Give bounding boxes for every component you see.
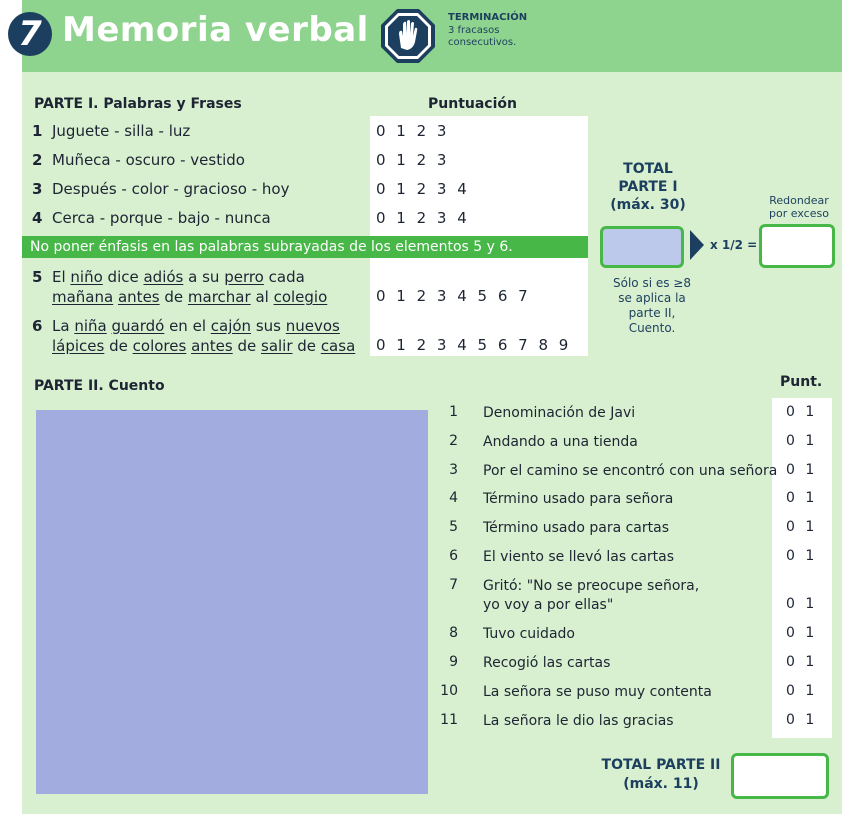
item-score-options[interactable]: 0 1 2 3 — [376, 122, 447, 140]
part1-item — [32, 180, 289, 198]
item-text: Juguete - silla - luz — [52, 122, 191, 140]
story-item-text: Gritó: "No se preocupe señora, yo voy a por ellas" — [483, 578, 700, 613]
item-score-options[interactable]: 0 1 2 3 4 — [376, 209, 467, 227]
sentence-line-2: mañana antes de marchar al colegio — [52, 288, 328, 306]
item-number: 1 — [32, 122, 43, 140]
rounded-score-field[interactable] — [759, 224, 835, 268]
story-item-text: El viento se llevó las cartas — [483, 549, 675, 565]
subtest-number-badge: 7 — [8, 12, 52, 56]
story-item-text: La señora se puso muy contenta — [483, 684, 712, 700]
total-part2-field[interactable] — [731, 753, 829, 799]
subtest-title: Memoria verbal — [62, 10, 369, 50]
story-item-text: Andando a una tienda — [483, 434, 638, 450]
part2-heading: PARTE II. Cuento — [34, 378, 165, 394]
part1-item — [32, 209, 271, 227]
sentence-line-2: lápices de colores antes de salir de casa — [52, 337, 356, 355]
item-text: Cerca - porque - bajo - nunca — [52, 209, 271, 227]
story-item-score[interactable]: 0 1 — [786, 712, 815, 728]
total-part1-field[interactable] — [600, 226, 684, 268]
story-item-number: 7 — [449, 577, 458, 593]
story-item-score[interactable]: 0 1 — [786, 404, 815, 420]
story-item-number: 5 — [449, 519, 458, 535]
arrow-right-icon — [690, 230, 704, 260]
termination-title: TERMINACIÓN — [448, 12, 528, 23]
total-part1-label: TOTAL PARTE I (máx. 30) — [610, 161, 686, 213]
story-item-number: 6 — [449, 548, 458, 564]
story-item-number: 4 — [449, 490, 458, 506]
part1-item — [32, 151, 245, 169]
instruction-banner: No poner énfasis en las palabras subrayadas de los elementos 5 y 6. — [22, 236, 588, 258]
sentence-line-1: El niño dice adiós a su perro cada — [52, 268, 305, 286]
story-item-score[interactable]: 0 1 — [786, 462, 815, 478]
sentence-line-1: La niña guardó en el cajón sus nuevos — [52, 317, 340, 335]
story-item-number: 11 — [440, 712, 458, 728]
item-score-options[interactable]: 0 1 2 3 4 — [376, 180, 467, 198]
story-item-number: 2 — [449, 433, 458, 449]
stop-hand-icon — [380, 8, 436, 64]
story-item-score[interactable]: 0 1 — [786, 519, 815, 535]
termination-text: 3 fracasos consecutivos. — [448, 25, 517, 48]
multiplier-label: x 1/2 = — [710, 238, 758, 252]
part1-score-heading: Puntuación — [428, 96, 517, 112]
item-text: Muñeca - oscuro - vestido — [52, 151, 245, 169]
part1-item-5 — [32, 267, 327, 307]
story-item-text: Por el camino se encontró con una señora — [483, 463, 778, 479]
total-part2-label: TOTAL PARTE II (máx. 11) — [601, 757, 721, 792]
item-score-options[interactable]: 0 1 2 3 4 5 6 7 8 9 — [376, 336, 569, 354]
story-item-text: Recogió las cartas — [483, 655, 611, 671]
story-item-number: 3 — [449, 462, 458, 478]
story-item-score[interactable]: 0 1 — [786, 683, 815, 699]
story-item-number: 9 — [449, 654, 458, 670]
story-item-text: Término usado para cartas — [483, 520, 670, 536]
condition-note: Sólo si es ≥8 se aplica la parte II, Cuento. — [613, 276, 691, 335]
story-item-score[interactable]: 0 1 — [786, 596, 815, 612]
item-number: 2 — [32, 151, 43, 169]
story-item-number: 1 — [449, 404, 458, 420]
story-item-text: Término usado para señora — [483, 491, 674, 507]
part1-item-6 — [32, 316, 355, 356]
story-item-text: La señora le dio las gracias — [483, 713, 674, 729]
part1-item — [32, 122, 190, 140]
story-illustration — [36, 410, 428, 794]
story-item-score[interactable]: 0 1 — [786, 625, 815, 641]
story-item-score[interactable]: 0 1 — [786, 654, 815, 670]
part2-score-heading: Punt. — [780, 374, 823, 390]
story-item-text: Tuvo cuidado — [483, 626, 575, 642]
item-score-options[interactable]: 0 1 2 3 — [376, 151, 447, 169]
story-item-score[interactable]: 0 1 — [786, 490, 815, 506]
item-number: 5 — [32, 268, 43, 286]
item-number: 3 — [32, 180, 43, 198]
story-item-score[interactable]: 0 1 — [786, 548, 815, 564]
item-score-options[interactable]: 0 1 2 3 4 5 6 7 — [376, 287, 528, 305]
part1-heading: PARTE I. Palabras y Frases — [34, 96, 242, 112]
story-item-text: Denominación de Javi — [483, 405, 636, 421]
story-item-score[interactable]: 0 1 — [786, 433, 815, 449]
item-number: 6 — [32, 317, 43, 335]
item-number: 4 — [32, 209, 43, 227]
round-up-label: Redondear por exceso — [769, 194, 829, 220]
item-text: Después - color - gracioso - hoy — [52, 180, 290, 198]
story-item-number: 8 — [449, 625, 458, 641]
story-item-number: 10 — [440, 683, 458, 699]
